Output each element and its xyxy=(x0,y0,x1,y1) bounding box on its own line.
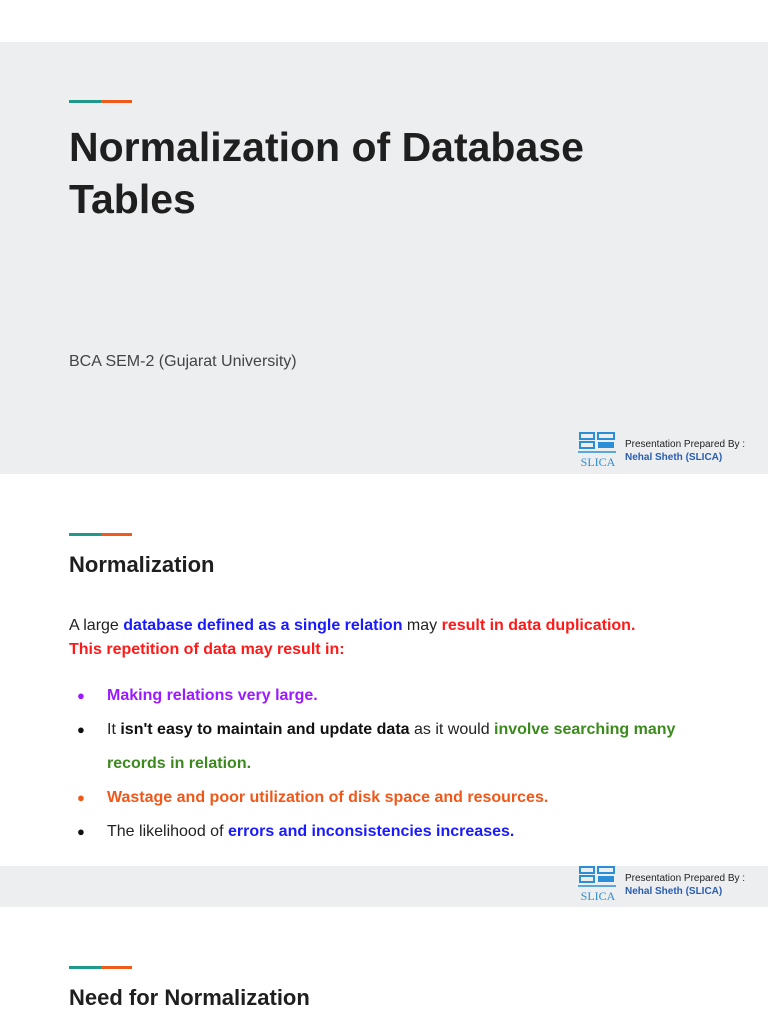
slide-subtitle: BCA SEM-2 (Gujarat University) xyxy=(69,353,297,370)
accent-bar xyxy=(69,533,132,536)
intro-paragraph: A large database defined as a single relation may result in data duplication. This repetition of data may result in: xyxy=(69,617,636,658)
slica-logo-icon xyxy=(576,866,620,906)
list-item: ● Making relations very large. xyxy=(69,679,709,713)
bullet-icon: ● xyxy=(77,790,85,805)
need-for-normalization-slide xyxy=(0,907,768,1024)
title-slide xyxy=(0,42,768,474)
brand-badge xyxy=(576,432,754,472)
prepared-by-label: Presentation Prepared By : xyxy=(625,439,746,450)
slide-footer xyxy=(0,866,768,907)
slide-heading: Normalization xyxy=(69,552,215,577)
list-item: ● It isn't easy to maintain and update data as it would involve searching many records in relation. xyxy=(69,713,709,781)
slica-logo-icon xyxy=(576,432,620,472)
slide-title: Normalization of Database Tables xyxy=(69,124,584,222)
svg-text:SLICA: SLICA xyxy=(580,889,616,903)
slide-heading: Need for Normalization xyxy=(69,985,310,1010)
bullet-icon: ● xyxy=(77,824,85,839)
list-item: ● The likelihood of errors and inconsistencies increases. xyxy=(69,815,709,849)
normalization-slide xyxy=(0,474,768,866)
author-name: Nehal Sheth (SLICA) xyxy=(625,886,723,897)
prepared-by-label: Presentation Prepared By : xyxy=(625,873,746,884)
accent-bar xyxy=(69,966,132,969)
bullet-list xyxy=(69,679,709,849)
bullet-icon: ● xyxy=(77,688,85,703)
svg-text:SLICA: SLICA xyxy=(580,455,616,469)
bullet-icon: ● xyxy=(77,722,85,737)
list-item: ● Wastage and poor utilization of disk space and resources. xyxy=(69,781,709,815)
accent-bar xyxy=(69,100,132,103)
brand-badge xyxy=(576,866,754,906)
author-name: Nehal Sheth (SLICA) xyxy=(625,452,723,463)
